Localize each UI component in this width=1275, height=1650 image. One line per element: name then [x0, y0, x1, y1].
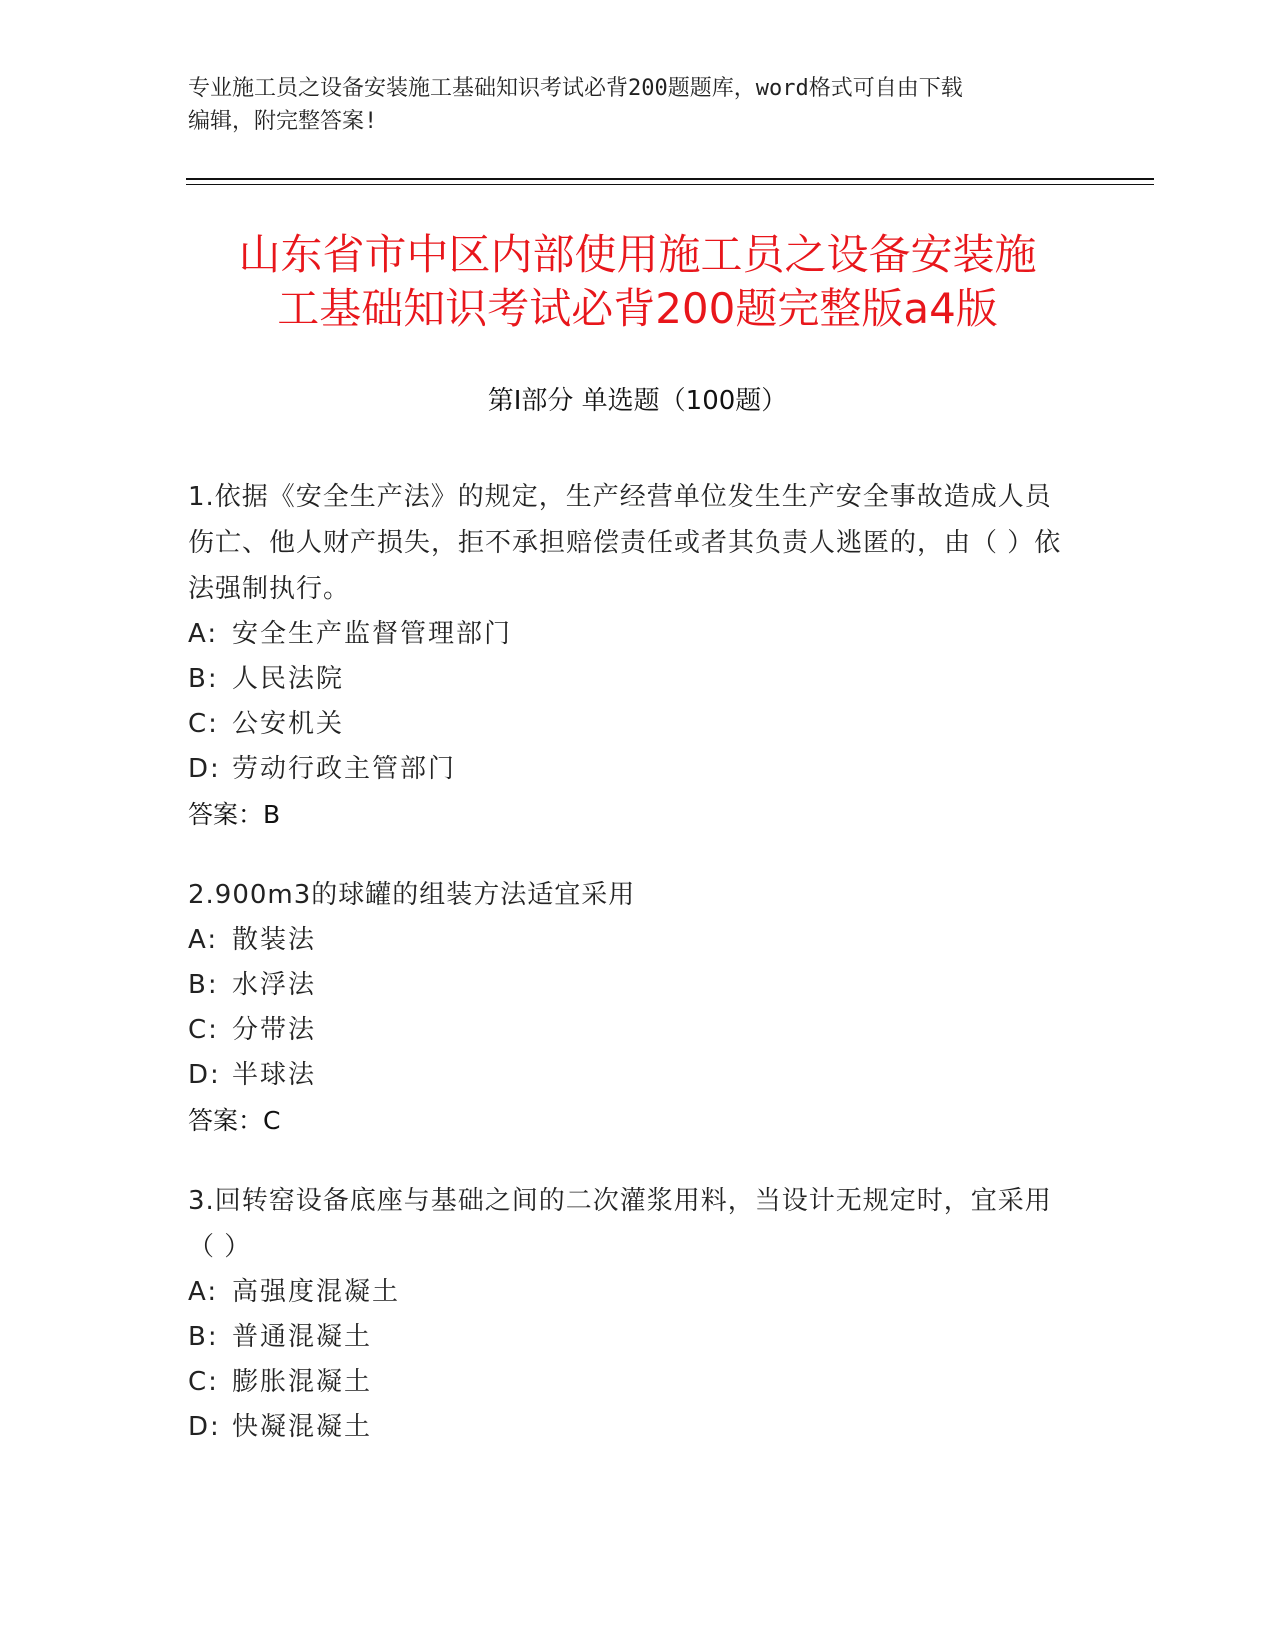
option-key: A: — [188, 1277, 219, 1307]
option-key: C: — [188, 1015, 219, 1045]
option-key: D: — [188, 1060, 221, 1090]
option-d — [188, 1053, 1068, 1098]
option-text: 安全生产监督管理部门 — [232, 619, 513, 649]
option-key: C: — [188, 1367, 219, 1397]
option-c — [188, 1008, 1068, 1053]
option-d — [188, 1405, 1068, 1450]
option-b — [188, 963, 1068, 1008]
option-a — [188, 918, 1068, 963]
header-note — [188, 72, 1088, 138]
option-key: B: — [188, 1322, 219, 1352]
option-text: 公安机关 — [232, 709, 345, 739]
header-note-line2: 编辑，附完整答案! — [188, 109, 378, 134]
header-note-line1: 专业施工员之设备安装施工基础知识考试必背200题题库，word格式可自由下载 — [188, 76, 963, 101]
header-rule-thick — [186, 178, 1154, 180]
question-stem: 1.依据《安全生产法》的规定，生产经营单位发生生产安全事故造成人员伤亡、他人财产损失，拒不承担赔偿责任或者其负责人逃匿的，由（ ）依法强制执行。 — [188, 482, 1062, 604]
option-key: C: — [188, 709, 219, 739]
question-1 — [188, 474, 1068, 838]
option-d — [188, 747, 1068, 792]
option-text: 人民法院 — [232, 664, 345, 694]
option-text: 散装法 — [232, 925, 317, 955]
option-text: 分带法 — [232, 1015, 317, 1045]
option-key: D: — [188, 1412, 221, 1442]
answer: 答案：C — [188, 1106, 281, 1135]
question-2 — [188, 872, 1068, 1144]
option-text: 快凝混凝土 — [232, 1412, 373, 1442]
option-text: 膨胀混凝土 — [232, 1367, 373, 1397]
option-text: 普通混凝土 — [232, 1322, 373, 1352]
option-a — [188, 1270, 1068, 1315]
section-title: 第Ⅰ部分 单选题（100题） — [487, 386, 788, 416]
option-key: A: — [188, 925, 219, 955]
option-key: B: — [188, 664, 219, 694]
option-b — [188, 1315, 1068, 1360]
option-key: D: — [188, 754, 221, 784]
question-list — [188, 474, 1068, 1484]
document-title — [150, 228, 1125, 336]
question-stem: 2.900m3的球罐的组装方法适宜采用 — [188, 880, 636, 910]
option-c — [188, 702, 1068, 747]
option-key: B: — [188, 970, 219, 1000]
document-title-line2: 工基础知识考试必背200题完整版a4版 — [277, 284, 998, 333]
option-text: 高强度混凝土 — [232, 1277, 401, 1307]
option-text: 劳动行政主管部门 — [232, 754, 457, 784]
question-3 — [188, 1178, 1068, 1450]
option-b — [188, 657, 1068, 702]
header-rule-thin — [186, 184, 1154, 185]
option-text: 水浮法 — [232, 970, 317, 1000]
option-key: A: — [188, 619, 219, 649]
document-title-line1: 山东省市中区内部使用施工员之设备安装施 — [238, 230, 1037, 279]
option-a — [188, 612, 1068, 657]
answer: 答案：B — [188, 800, 281, 829]
question-stem: 3.回转窑设备底座与基础之间的二次灌浆用料，当设计无规定时，宜采用（ ） — [188, 1186, 1052, 1262]
option-text: 半球法 — [232, 1060, 317, 1090]
option-c — [188, 1360, 1068, 1405]
